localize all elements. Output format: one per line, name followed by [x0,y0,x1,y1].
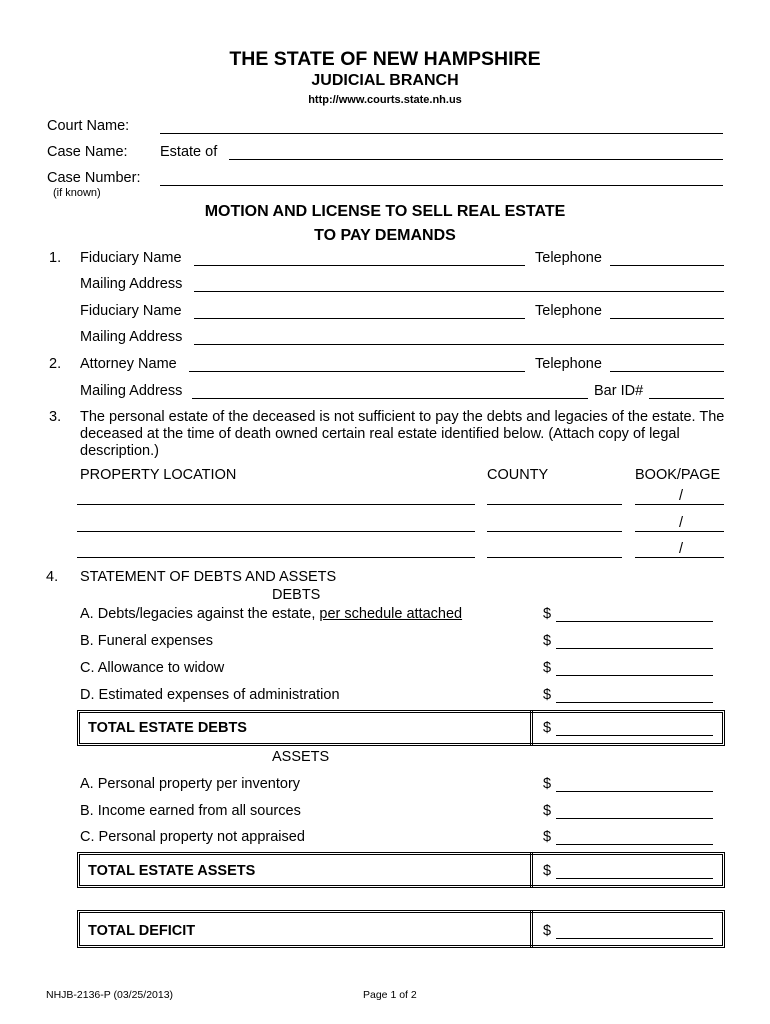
bar-id-field[interactable] [649,398,724,399]
motion-title-line2: TO PAY DEMANDS [314,227,456,244]
if-known-note: (if known) [53,187,101,199]
total-debts-label: TOTAL ESTATE DEBTS [88,720,247,736]
property-location-field-1[interactable] [77,504,475,505]
case-number-label: Case Number: [47,170,141,186]
branch-title: JUDICIAL BRANCH [311,72,459,89]
total-debts-amount-field[interactable] [556,735,713,736]
asset-b-dollar: $ [543,803,552,819]
book-page-header: BOOK/PAGE [635,467,721,483]
debt-c-label: C. Allowance to widow [80,660,225,676]
asset-b-amount-field[interactable] [556,818,713,819]
section4-number: 4. [46,569,59,585]
total-assets-label: TOTAL ESTATE ASSETS [88,863,256,879]
fiduciary2-telephone-label: Telephone [535,303,602,319]
fiduciary1-telephone-label: Telephone [535,250,602,266]
county-field-3[interactable] [487,557,622,558]
asset-c-dollar: $ [543,829,552,845]
fiduciary1-telephone-field[interactable] [610,265,724,266]
attorney-address-label: Mailing Address [80,383,183,399]
total-assets-amount-field[interactable] [556,878,713,879]
book-page-slash-2: / [679,515,684,531]
page-number: Page 1 of 2 [363,989,417,1001]
asset-a-label: A. Personal property per inventory [80,776,301,792]
total-deficit-amount-field[interactable] [556,938,713,939]
book-page-slash-1: / [679,488,684,504]
assets-heading: ASSETS [272,749,330,765]
fiduciary2-address-label: Mailing Address [80,329,183,345]
property-location-field-3[interactable] [77,557,475,558]
total-assets-dollar: $ [543,863,552,879]
debts-heading: DEBTS [272,587,321,603]
debt-d-amount-field[interactable] [556,702,713,703]
state-title: THE STATE OF NEW HAMPSHIRE [229,48,541,70]
asset-b-label: B. Income earned from all sources [80,803,301,819]
case-number-field[interactable] [160,185,723,186]
fiduciary2-address-field[interactable] [194,344,724,345]
debt-a-text: A. Debts/legacies against the estate, [80,606,320,622]
statement-heading: STATEMENT OF DEBTS AND ASSETS [80,569,337,585]
debt-d-dollar: $ [543,687,552,703]
section2-number: 2. [49,356,62,372]
book-page-field-1[interactable] [635,504,724,505]
motion-title-line1: MOTION AND LICENSE TO SELL REAL ESTATE [204,203,566,220]
section3-number: 3. [49,409,62,425]
fiduciary2-telephone-field[interactable] [610,318,724,319]
book-page-field-2[interactable] [635,531,724,532]
total-assets-divider [530,852,533,888]
attorney-telephone-field[interactable] [610,371,724,372]
fiduciary1-address-field[interactable] [194,291,724,292]
county-field-2[interactable] [487,531,622,532]
debt-d-label: D. Estimated expenses of administration [80,687,340,703]
bar-id-label: Bar ID# [594,383,644,399]
debt-b-dollar: $ [543,633,552,649]
total-deficit-label: TOTAL DEFICIT [88,923,196,939]
court-url[interactable]: http://www.courts.state.nh.us [308,94,462,106]
debt-b-label: B. Funeral expenses [80,633,213,649]
fiduciary1-name-label: Fiduciary Name [80,250,182,266]
estate-of-label: Estate of [160,144,218,160]
total-deficit-dollar: $ [543,923,552,939]
debt-a-label [80,606,462,622]
section3-text: The personal estate of the deceased is not sufficient to pay the debts and legacies of the estate. The deceased at the time of death owned certain real estate identified below. (Attach copy of legal description.) [80,409,725,459]
attorney-telephone-label: Telephone [535,356,602,372]
case-name-label: Case Name: [47,144,128,160]
debt-a-amount-field[interactable] [556,621,713,622]
fiduciary1-name-field[interactable] [194,265,525,266]
section1-number: 1. [49,250,62,266]
book-page-field-3[interactable] [635,557,724,558]
debt-a-dollar: $ [543,606,552,622]
total-debts-dollar: $ [543,720,552,736]
fiduciary2-name-label: Fiduciary Name [80,303,182,319]
debt-c-amount-field[interactable] [556,675,713,676]
asset-c-label: C. Personal property not appraised [80,829,305,845]
asset-a-amount-field[interactable] [556,791,713,792]
court-name-label: Court Name: [47,118,130,134]
form-id: NHJB-2136-P (03/25/2013) [46,989,174,1001]
court-name-field[interactable] [160,133,723,134]
attorney-name-label: Attorney Name [80,356,177,372]
debt-c-dollar: $ [543,660,552,676]
debt-a-schedule-link[interactable]: per schedule attached [319,606,463,622]
attorney-name-field[interactable] [189,371,525,372]
county-field-1[interactable] [487,504,622,505]
asset-a-dollar: $ [543,776,552,792]
book-page-slash-3: / [679,541,684,557]
asset-c-amount-field[interactable] [556,844,713,845]
fiduciary1-address-label: Mailing Address [80,276,183,292]
fiduciary2-name-field[interactable] [194,318,525,319]
property-location-field-2[interactable] [77,531,475,532]
case-name-field[interactable] [229,159,723,160]
debt-b-amount-field[interactable] [556,648,713,649]
attorney-address-field[interactable] [192,398,588,399]
total-deficit-divider [530,910,533,948]
total-debts-divider [530,710,533,746]
property-location-header: PROPERTY LOCATION [80,467,237,483]
county-header: COUNTY [487,467,549,483]
